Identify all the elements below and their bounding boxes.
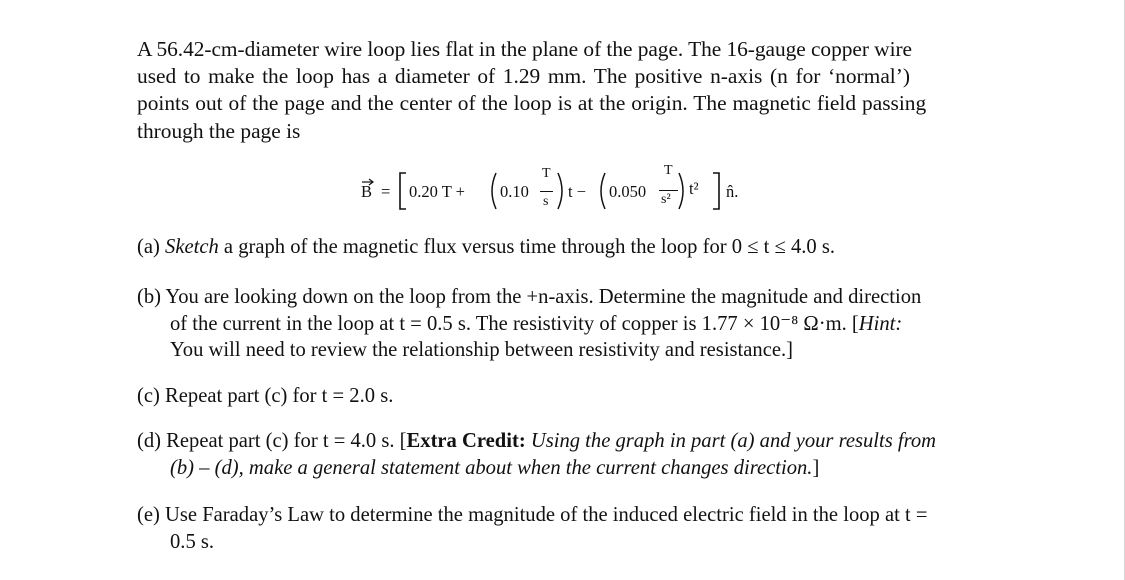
eq-coef-linear: 0.10	[500, 182, 529, 201]
eq-term-constant: 0.20 T +	[409, 182, 465, 201]
right-paren-2	[677, 172, 687, 210]
part-b-line-3: You will need to review the relationship between resistivity and resistance.]	[170, 339, 794, 361]
left-paren-2	[597, 172, 607, 210]
part-d-extra-credit: Extra Credit:	[406, 430, 526, 452]
fraction-bar	[659, 190, 678, 191]
part-d	[137, 428, 936, 481]
part-a-label: (a)	[137, 236, 160, 258]
part-c-text: Repeat part (c) for t = 2.0 s.	[165, 385, 394, 407]
part-b-line-1: You are looking down on the loop from the +n-axis. Determine the magnitude and direction	[165, 286, 922, 308]
eq-coef-quadratic: 0.050	[609, 182, 647, 201]
eq-unit-vector: n̂.	[726, 182, 739, 201]
part-c	[137, 383, 393, 410]
part-a	[137, 234, 835, 261]
left-paren-1	[488, 172, 498, 210]
part-e-label: (e)	[137, 504, 160, 526]
part-b-hint: Hint:	[858, 312, 903, 335]
part-e	[137, 502, 927, 555]
eq-var-linear: t −	[568, 182, 587, 201]
intro-line-3: points out of the page and the center of the loop is at the origin. The magnetic field passing	[137, 91, 927, 116]
part-b-label: (b)	[137, 286, 162, 308]
eq-unit-quadratic-den: s²	[661, 192, 671, 207]
right-paren-1	[556, 172, 566, 210]
part-b-line-2: of the current in the loop at t = 0.5 s. The resistivity of copper is 1.77 × 10⁻⁸ Ω·m. [	[170, 312, 859, 335]
part-a-text: a graph of the magnetic flux versus time through the loop for 0 ≤ t ≤ 4.0 s.	[223, 236, 836, 258]
part-a-verb: Sketch	[165, 236, 219, 258]
left-bracket	[398, 172, 408, 210]
eq-field-symbol: B	[361, 182, 373, 201]
eq-equals: =	[381, 182, 391, 201]
eq-var-quadratic: t²	[689, 179, 699, 198]
problem-intro	[137, 36, 992, 145]
eq-unit-quadratic-num: T	[664, 163, 673, 178]
part-e-line-1: Use Faraday’s Law to determine the magnitude of the induced electric field in the loop at t =	[165, 504, 928, 526]
fraction-bar	[540, 191, 553, 192]
part-d-extra-text-1: Using the graph in part (a) and your results from	[525, 430, 937, 452]
part-d-label: (d)	[137, 430, 162, 452]
right-bracket	[711, 172, 721, 210]
eq-unit-linear-den: s	[543, 194, 549, 209]
intro-line-2: used to make the loop has a diameter of 1.29 mm. The positive n-axis (n for ‘normal’)	[137, 64, 911, 89]
intro-line-1: A 56.42-cm-diameter wire loop lies flat in the plane of the page. The 16-gauge copper wire	[137, 37, 912, 61]
part-d-extra-text-2: (b) – (d), make a general statement about when the current changes direction.	[170, 456, 813, 479]
part-c-label: (c)	[137, 385, 160, 407]
part-b	[137, 284, 921, 364]
part-d-text: Repeat part (c) for t = 4.0 s. [	[166, 430, 407, 452]
part-d-close: ]	[812, 456, 820, 479]
eq-unit-linear-num: T	[542, 166, 551, 181]
part-e-line-2: 0.5 s.	[170, 530, 215, 553]
magnetic-field-equation	[0, 158, 1125, 222]
intro-line-4: through the page is	[137, 118, 301, 143]
